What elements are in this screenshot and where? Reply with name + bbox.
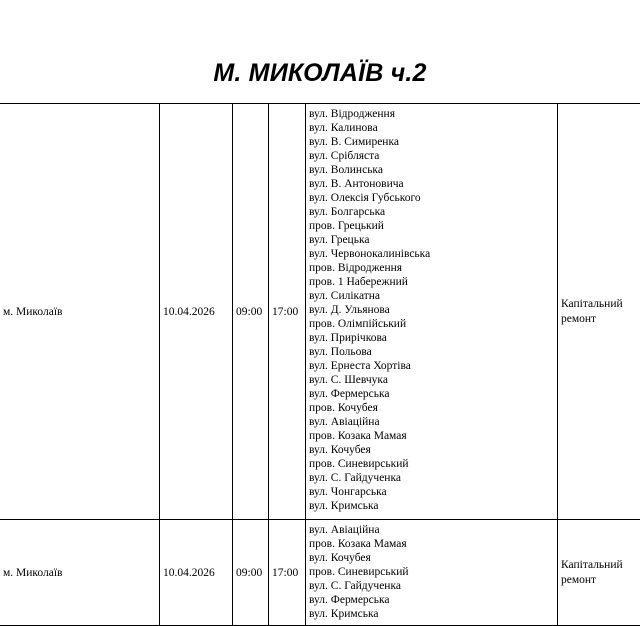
street-item: вул. С. Гайдученка bbox=[309, 579, 554, 593]
street-item: пров. Грецький bbox=[309, 219, 554, 233]
street-item: пров. Олімпійський bbox=[309, 317, 554, 331]
street-item: вул. Фермерська bbox=[309, 593, 554, 607]
street-item: вул. С. Шевчука bbox=[309, 373, 554, 387]
street-item: пров. Відродження bbox=[309, 261, 554, 275]
table-row bbox=[0, 520, 640, 626]
street-item: вул. Кочубея bbox=[309, 551, 554, 565]
street-item: вул. Волинська bbox=[309, 163, 554, 177]
street-item: вул. Фермерська bbox=[309, 387, 554, 401]
street-item: пров. 1 Набережний bbox=[309, 275, 554, 289]
street-item: вул. Прирічкова bbox=[309, 331, 554, 345]
street-item: вул. Червонокалинівська bbox=[309, 247, 554, 261]
street-item: вул. Авіаційна bbox=[309, 523, 554, 537]
outage-schedule-table bbox=[0, 103, 640, 626]
settlement-cell: м. Миколаїв bbox=[0, 104, 160, 520]
street-item: вул. Срібляста bbox=[309, 149, 554, 163]
street-item: вул. Чонгарська bbox=[309, 485, 554, 499]
street-item: вул. Кочубея bbox=[309, 443, 554, 457]
date-cell: 10.04.2026 bbox=[160, 520, 233, 626]
street-item: вул. В. Антоновича bbox=[309, 177, 554, 191]
street-item: вул. Грецька bbox=[309, 233, 554, 247]
street-item: вул. В. Симиренка bbox=[309, 135, 554, 149]
end-time-cell: 17:00 bbox=[269, 104, 306, 520]
work-type-cell: Капітальний ремонт bbox=[558, 520, 640, 626]
street-item: вул. Силікатна bbox=[309, 289, 554, 303]
street-item: пров. Козака Мамая bbox=[309, 429, 554, 443]
work-type-cell: Капітальний ремонт bbox=[558, 104, 640, 520]
street-item: пров. Синевирський bbox=[309, 565, 554, 579]
street-item: вул. С. Гайдученка bbox=[309, 471, 554, 485]
streets-cell bbox=[306, 520, 558, 626]
street-item: пров. Козака Мамая bbox=[309, 537, 554, 551]
street-item: вул. Ернеста Хортіва bbox=[309, 359, 554, 373]
street-item: вул. Відродження bbox=[309, 107, 554, 121]
street-item: пров. Синевирський bbox=[309, 457, 554, 471]
street-item: вул. Д. Ульянова bbox=[309, 303, 554, 317]
street-item: вул. Олексія Губського bbox=[309, 191, 554, 205]
table-row bbox=[0, 104, 640, 520]
settlement-cell: м. Миколаїв bbox=[0, 520, 160, 626]
start-time-cell: 09:00 bbox=[233, 520, 269, 626]
end-time-cell: 17:00 bbox=[269, 520, 306, 626]
street-item: вул. Авіаційна bbox=[309, 415, 554, 429]
start-time-cell: 09:00 bbox=[233, 104, 269, 520]
street-item: вул. Кримська bbox=[309, 499, 554, 513]
street-item: вул. Польова bbox=[309, 345, 554, 359]
street-item: вул. Болгарська bbox=[309, 205, 554, 219]
street-item: вул. Калинова bbox=[309, 121, 554, 135]
date-cell: 10.04.2026 bbox=[160, 104, 233, 520]
street-item: пров. Кочубея bbox=[309, 401, 554, 415]
streets-cell bbox=[306, 104, 558, 520]
street-item: вул. Кримська bbox=[309, 607, 554, 621]
page-title: М. МИКОЛАЇВ ч.2 bbox=[0, 58, 640, 88]
